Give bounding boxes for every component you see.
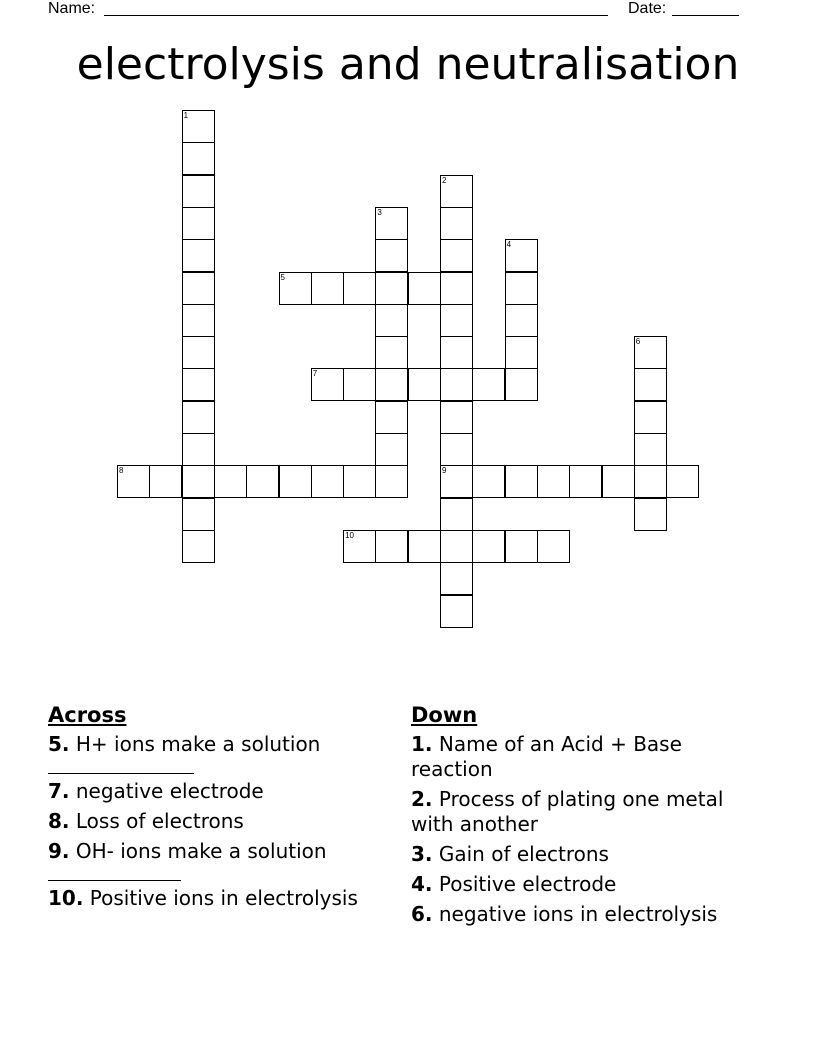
grid-cell[interactable] (569, 465, 602, 498)
grid-cell[interactable] (505, 272, 538, 305)
clue-number-label: 4. (411, 872, 433, 896)
down-clue (411, 902, 751, 927)
grid-cell[interactable] (440, 368, 473, 401)
grid-cell[interactable] (634, 336, 667, 369)
clue-number-label: 10. (48, 886, 84, 910)
grid-cell[interactable] (375, 336, 408, 369)
grid-cell[interactable] (214, 465, 247, 498)
down-clue-list (411, 732, 751, 927)
down-clue (411, 872, 751, 897)
across-clues (48, 702, 378, 916)
clue-number-label: 2. (411, 787, 433, 811)
grid-cell[interactable] (182, 498, 215, 531)
grid-cell[interactable] (343, 530, 376, 563)
grid-cell[interactable] (408, 368, 441, 401)
grid-cell[interactable] (343, 465, 376, 498)
clue-text: negative electrode (69, 779, 264, 803)
grid-cell[interactable] (505, 239, 538, 272)
grid-cell[interactable] (505, 304, 538, 337)
clue-text: H+ ions make a solution (69, 732, 321, 756)
grid-cell[interactable] (311, 272, 344, 305)
down-clue (411, 842, 751, 867)
grid-cell[interactable] (375, 465, 408, 498)
clue-number: 6 (635, 337, 641, 347)
clue-number-label: 5. (48, 732, 70, 756)
grid-cell[interactable] (149, 465, 182, 498)
clue-number: 2 (442, 175, 447, 185)
grid-cell[interactable] (182, 433, 215, 466)
grid-cell[interactable] (246, 465, 279, 498)
grid-cell[interactable] (440, 433, 473, 466)
grid-cell[interactable] (537, 530, 570, 563)
grid-cell[interactable] (375, 304, 408, 337)
grid-cell[interactable] (440, 336, 473, 369)
across-clue (48, 839, 378, 881)
grid-cell[interactable] (634, 368, 667, 401)
clue-number: 8 (119, 466, 124, 476)
grid-cell[interactable] (279, 465, 312, 498)
grid-cell[interactable] (182, 110, 215, 143)
grid-cell[interactable] (440, 498, 473, 531)
grid-cell[interactable] (311, 368, 344, 401)
grid-cell[interactable] (375, 272, 408, 305)
clue-number-label: 6. (411, 902, 433, 926)
grid-cell[interactable] (472, 368, 505, 401)
clue-number: 3 (377, 207, 382, 217)
grid-cell[interactable] (375, 433, 408, 466)
grid-cell[interactable] (375, 368, 408, 401)
down-clues (411, 702, 751, 932)
grid-cell[interactable] (279, 272, 312, 305)
grid-cell[interactable] (182, 368, 215, 401)
across-heading: Across (48, 703, 127, 727)
grid-cell[interactable] (440, 239, 473, 272)
grid-cell[interactable] (440, 530, 473, 563)
grid-cell[interactable] (472, 530, 505, 563)
grid-cell[interactable] (602, 465, 635, 498)
clue-number-label: 8. (48, 809, 70, 833)
clue-text: negative ions in electrolysis (432, 902, 718, 926)
page-title: electrolysis and neutralisation (76, 39, 740, 90)
across-clue-list (48, 732, 378, 911)
name-label: Name: (48, 0, 96, 17)
grid-cell[interactable] (440, 562, 473, 595)
down-clue (411, 732, 751, 782)
clue-text: Gain of electrons (432, 842, 609, 866)
grid-cell[interactable] (182, 272, 215, 305)
grid-cell[interactable] (343, 368, 376, 401)
grid-cell[interactable] (408, 272, 441, 305)
across-clue (48, 886, 378, 911)
grid-cell[interactable] (182, 304, 215, 337)
clue-text: Loss of electrons (69, 809, 244, 833)
grid-cell[interactable] (440, 401, 473, 434)
grid-cell[interactable] (440, 465, 473, 498)
grid-cell[interactable] (634, 401, 667, 434)
clue-number: 7 (312, 369, 318, 379)
clue-number-label: 9. (48, 839, 70, 863)
clue-text: Positive electrode (432, 872, 617, 896)
answer-blank (48, 757, 194, 774)
across-clue (48, 732, 378, 774)
clue-text: Positive ions in electrolysis (83, 886, 358, 910)
clue-number: 9 (442, 466, 447, 476)
grid-cell[interactable] (182, 336, 215, 369)
clue-number: 10 (345, 530, 354, 540)
grid-cell[interactable] (182, 207, 215, 240)
grid-cell[interactable] (182, 239, 215, 272)
grid-cell[interactable] (666, 465, 699, 498)
clue-number: 5 (280, 272, 285, 282)
clue-number-label: 3. (411, 842, 433, 866)
grid-cell[interactable] (440, 304, 473, 337)
grid-cell[interactable] (182, 142, 215, 175)
grid-cell[interactable] (634, 433, 667, 466)
clue-text: Process of plating one metal with another (411, 787, 724, 836)
grid-cell[interactable] (311, 465, 344, 498)
grid-cell[interactable] (634, 498, 667, 531)
grid-cell[interactable] (182, 465, 215, 498)
clue-text: Name of an Acid + Base reaction (411, 732, 682, 781)
grid-cell[interactable] (375, 239, 408, 272)
answer-blank (48, 864, 181, 881)
down-clue (411, 787, 751, 837)
grid-cell[interactable] (472, 465, 505, 498)
clue-number: 4 (506, 240, 512, 250)
clue-text: OH- ions make a solution (69, 839, 327, 863)
grid-cell[interactable] (182, 401, 215, 434)
grid-cell[interactable] (634, 465, 667, 498)
clue-number-label: 7. (48, 779, 70, 803)
grid-cell[interactable] (505, 465, 538, 498)
down-heading: Down (411, 703, 478, 727)
grid-cell[interactable] (440, 207, 473, 240)
grid-cell[interactable] (505, 368, 538, 401)
grid-cell[interactable] (182, 530, 215, 563)
date-label: Date: (628, 0, 667, 17)
grid-cell[interactable] (440, 272, 473, 305)
grid-cell[interactable] (343, 272, 376, 305)
grid-cell[interactable] (440, 175, 473, 208)
grid-cell[interactable] (375, 207, 408, 240)
clue-number-label: 1. (411, 732, 433, 756)
grid-cell[interactable] (117, 465, 150, 498)
grid-cell[interactable] (440, 595, 473, 628)
across-clue (48, 779, 378, 804)
grid-cell[interactable] (375, 530, 408, 563)
grid-cell[interactable] (537, 465, 570, 498)
clue-number: 1 (183, 111, 189, 120)
grid-cell[interactable] (182, 175, 215, 208)
grid-cell[interactable] (505, 530, 538, 563)
grid-cell[interactable] (408, 530, 441, 563)
grid-cell[interactable] (375, 401, 408, 434)
grid-cell[interactable] (505, 336, 538, 369)
across-clue (48, 809, 378, 834)
